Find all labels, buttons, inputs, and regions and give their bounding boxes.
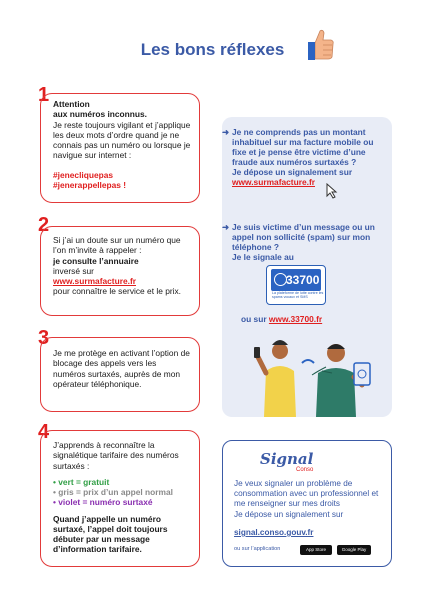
no-entry-icon bbox=[274, 273, 287, 286]
step-number-4: 4 bbox=[38, 421, 50, 443]
legend-violet: • violet = numéro surtaxé bbox=[53, 497, 153, 508]
card2-p2: inversé sur bbox=[53, 265, 94, 276]
legend-green: • vert = gratuit bbox=[53, 476, 110, 487]
panel-block-1 bbox=[222, 127, 384, 188]
card2-p1-bold: je consulte l’annuaire bbox=[53, 255, 139, 266]
panel-p2c: ou sur bbox=[241, 314, 267, 324]
panel-block-3 bbox=[241, 314, 393, 324]
legend-grey-text: gris = prix d’un appel normal bbox=[58, 487, 173, 497]
card2-p3: pour connaître le service et le prix. bbox=[53, 286, 182, 297]
tip-card-3 bbox=[40, 337, 200, 412]
signalconso-logo-sub: Conso bbox=[296, 467, 314, 473]
app-store-label: App Store bbox=[305, 547, 326, 552]
card3-body: Je me protège en activant l’option de blocage des appels vers les numéros surtaxés, auprès de mon opérateur téléphonique. bbox=[53, 348, 190, 389]
legend-grey: • gris = prix d’un appel normal bbox=[53, 487, 173, 497]
signalconso-app-text: ou sur l’application bbox=[234, 546, 281, 552]
panel-p1: Je ne comprends pas un montant inhabituel sur ma facture mobile ou fixe et je pense être victime d’une fraude aux numéros surtaxés ? bbox=[232, 127, 374, 168]
tip-card-1 bbox=[40, 93, 200, 203]
signalconso-p2: Je dépose un signalement sur bbox=[234, 510, 344, 519]
surmafacture-link[interactable]: www.surmafacture.fr bbox=[53, 276, 136, 286]
tip-card-2 bbox=[40, 226, 200, 316]
hashtag-2: #jenerappellepas ! bbox=[53, 179, 127, 190]
google-play-label: Google Play bbox=[341, 547, 367, 552]
legend-green-text: vert = gratuit bbox=[58, 476, 110, 487]
card1-heading-2: aux numéros inconnus. bbox=[53, 109, 148, 120]
arrow-right-icon: ➜ bbox=[222, 127, 230, 137]
badge-33700 bbox=[266, 265, 326, 305]
step-number-3: 3 bbox=[38, 327, 50, 349]
badge-33700-text: 33700 bbox=[286, 273, 320, 287]
link-33700[interactable]: www.33700.fr bbox=[268, 314, 323, 324]
panel-p1-bold: Je dépose un signalement sur bbox=[232, 167, 353, 178]
legend-violet-text: violet = numéro surtaxé bbox=[58, 497, 153, 508]
hashtag-1: #jenecliquepas bbox=[53, 169, 114, 180]
app-store-badge[interactable] bbox=[300, 545, 332, 555]
surmafacture-link-2[interactable]: www.surmafacture.fr bbox=[232, 177, 315, 188]
google-play-badge[interactable] bbox=[337, 545, 371, 555]
card1-body: Je reste toujours vigilant et j’applique les deux mots d’ordre quand je ne connais pas un numéro ou lorsque je navigue sur internet : bbox=[53, 119, 191, 161]
signalconso-link[interactable]: signal.conso.gouv.fr bbox=[234, 528, 314, 537]
page-title bbox=[0, 40, 425, 60]
cursor-icon bbox=[325, 183, 339, 199]
panel-p2-bold: Je le signale au bbox=[232, 252, 294, 263]
tip-card-4 bbox=[40, 430, 200, 567]
page-title-text: Les bons réflexes bbox=[140, 40, 285, 59]
signalconso-logo: Signal bbox=[260, 450, 314, 468]
panel-block-2 bbox=[222, 222, 384, 263]
card1-heading-1: Attention bbox=[53, 99, 90, 109]
people-illustration bbox=[252, 333, 372, 417]
signalconso-p1: Je veux signaler un problème de consommation avec un professionnel et me renseigner sur mes droits bbox=[234, 479, 379, 508]
arrow-right-icon-2: ➜ bbox=[222, 222, 230, 232]
card2-p1: Si j’ai un doute sur un numéro que l’on m’invite à rappeler : bbox=[53, 235, 181, 256]
step-number-1: 1 bbox=[38, 84, 50, 106]
card4-intro: J’apprends à reconnaître la signalétique tarifaire des numéros surtaxés : bbox=[53, 440, 179, 471]
panel-p2: Je suis victime d’un message ou un appel non sollicité (spam) sur mon téléphone ? bbox=[232, 222, 375, 253]
badge-33700-caption: La plateforme de lutte contre les spams vocaux et SMS bbox=[272, 291, 324, 299]
step-number-2: 2 bbox=[38, 214, 50, 236]
badge-33700-number bbox=[271, 269, 321, 291]
card4-outro: Quand j’appelle un numéro surtaxé, l’appel doit toujours débuter par un message d’information tarifaire. bbox=[53, 513, 168, 555]
thumbs-up-icon bbox=[306, 28, 336, 62]
